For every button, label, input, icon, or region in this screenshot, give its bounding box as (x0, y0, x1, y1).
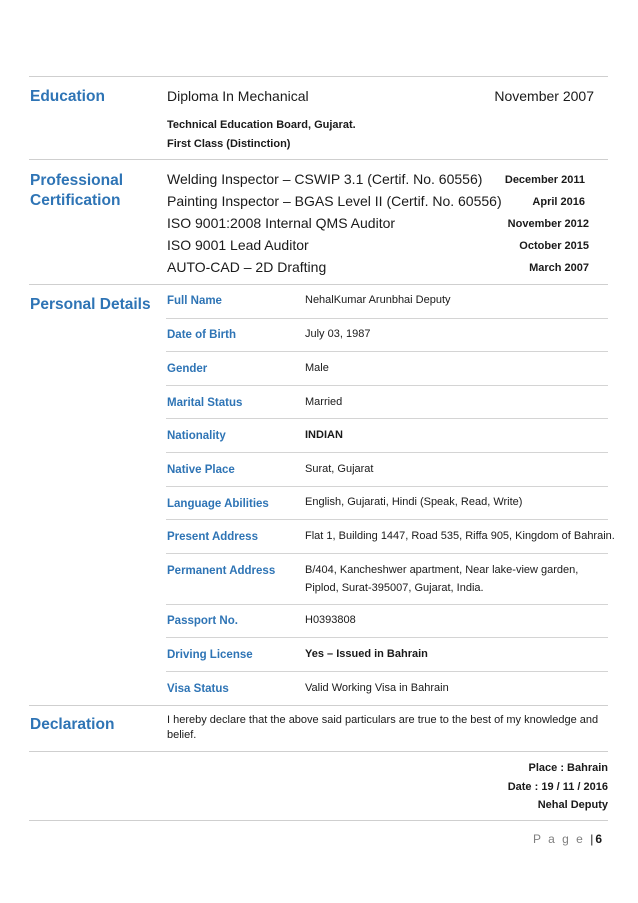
declaration-text: I hereby declare that the above said particulars are true to the best of my knowledge and belief. (167, 714, 599, 741)
row-divider (166, 671, 608, 672)
page-separator: | (590, 832, 594, 846)
personal-row-label: Nationality (167, 430, 226, 442)
row-divider (166, 604, 608, 605)
education-heading: Education (30, 88, 105, 105)
row-divider (166, 519, 608, 520)
personal-row-label: Passport No. (167, 615, 238, 627)
personal-row-value: B/404, Kancheshwer apartment, Near lake-view garden, (305, 564, 579, 576)
personal-row-label: Present Address (167, 531, 258, 543)
cert-item-name: Painting Inspector – BGAS Level II (Certif. No. 60556) (167, 193, 502, 209)
page-footer (533, 832, 602, 846)
declaration-date: Date : 19 / 11 / 2016 (507, 781, 608, 793)
education-board: Technical Education Board, Gujarat. (167, 119, 356, 131)
education-divider (29, 159, 608, 160)
row-divider (166, 351, 608, 352)
personal-row-value: NehalKumar Arunbhai Deputy (305, 294, 451, 306)
row-divider (166, 637, 608, 638)
page-label: P a g e (533, 832, 585, 846)
personal-row-value: Valid Working Visa in Bahrain (305, 682, 449, 694)
personal-divider (29, 705, 608, 706)
personal-row-label: Gender (167, 363, 208, 375)
cert-item-name: Welding Inspector – CSWIP 3.1 (Certif. No. 60556) (167, 171, 483, 187)
row-divider (166, 452, 608, 453)
top-divider (29, 76, 608, 77)
row-divider (166, 318, 608, 319)
row-divider (166, 486, 608, 487)
cert-item-name: ISO 9001 Lead Auditor (167, 237, 309, 253)
personal-row-value: H0393808 (305, 614, 356, 626)
row-divider (166, 385, 608, 386)
personal-row-value: Flat 1, Building 1447, Road 535, Riffa 905, Kingdom of Bahrain. (305, 530, 615, 542)
declaration-divider (29, 751, 608, 752)
personal-row-label: Language Abilities (167, 498, 269, 510)
page-number: 6 (595, 832, 602, 846)
cert-item-date: October 2015 (519, 240, 589, 252)
personal-row-value: English, Gujarati, Hindi (Speak, Read, Write) (305, 496, 523, 508)
personal-row-label: Permanent Address (167, 565, 276, 577)
cert-item-date: April 2016 (532, 196, 585, 208)
personal-row-label: Native Place (167, 464, 235, 476)
personal-heading: Personal Details (30, 296, 151, 313)
personal-row-value: INDIAN (305, 429, 343, 441)
education-date: November 2007 (494, 88, 594, 104)
certification-divider (29, 284, 608, 285)
personal-row-label: Driving License (167, 649, 253, 661)
personal-row-label: Visa Status (167, 683, 229, 695)
personal-row-value: Married (305, 396, 343, 408)
declaration-place: Place : Bahrain (528, 762, 608, 774)
declaration-heading: Declaration (30, 716, 115, 733)
personal-row-label: Date of Birth (167, 329, 236, 341)
personal-row-label: Marital Status (167, 397, 243, 409)
personal-row-value: July 03, 1987 (305, 328, 371, 340)
cert-item-name: AUTO-CAD – 2D Drafting (167, 259, 327, 275)
personal-row-value-line2: Piplod, Surat-395007, Gujarat, India. (305, 582, 484, 594)
cert-item-name: ISO 9001:2008 Internal QMS Auditor (167, 215, 396, 231)
cert-item-date: March 2007 (529, 262, 589, 274)
personal-row-value: Surat, Gujarat (305, 463, 374, 475)
certification-heading-line2: Certification (30, 192, 121, 209)
row-divider (166, 418, 608, 419)
signatory-name: Nehal Deputy (537, 799, 608, 811)
cert-item-date: December 2011 (504, 174, 585, 186)
certification-heading-line1: Professional (30, 172, 124, 189)
personal-row-value: Male (305, 362, 329, 374)
row-divider (166, 553, 608, 554)
footer-divider (29, 820, 608, 821)
personal-row-value: Yes – Issued in Bahrain (305, 648, 428, 660)
education-class: First Class (Distinction) (167, 138, 291, 150)
cert-item-date: November 2012 (507, 218, 589, 230)
education-degree: Diploma In Mechanical (167, 88, 309, 104)
personal-row-label: Full Name (167, 295, 222, 307)
